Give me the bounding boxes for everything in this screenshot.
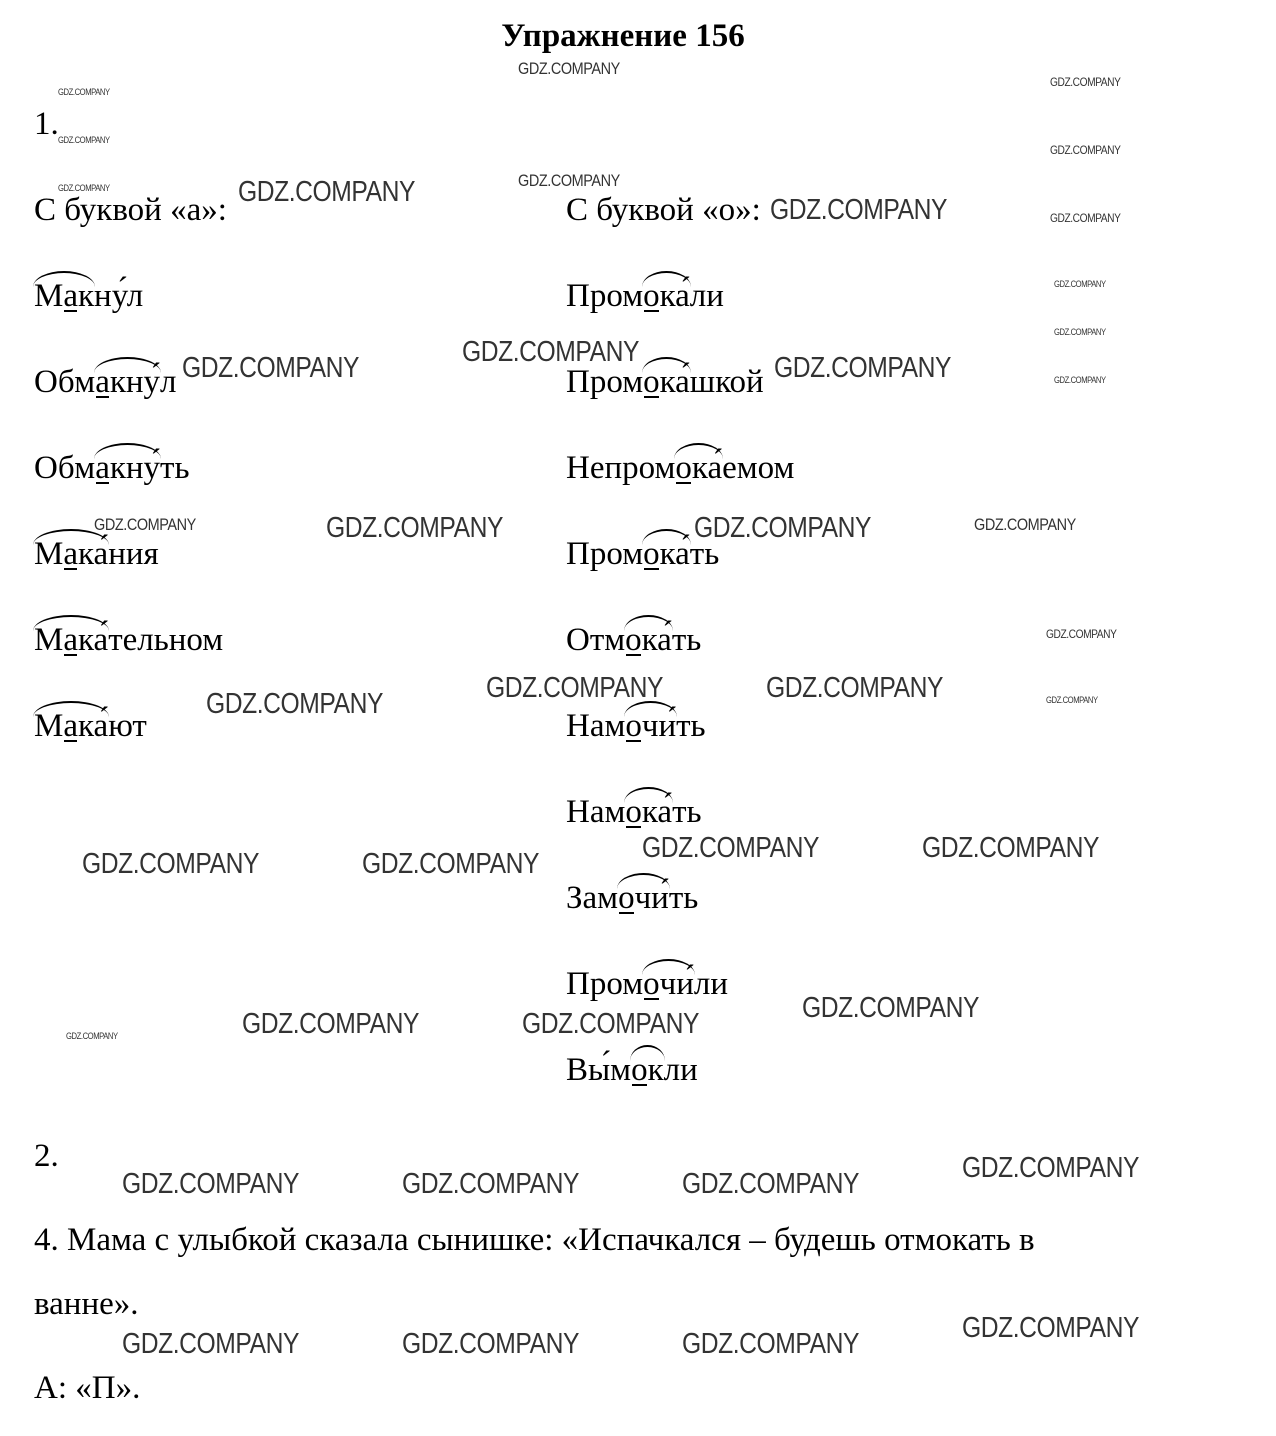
checked-vowel: о: [625, 794, 642, 830]
checked-vowel: о: [625, 622, 642, 658]
watermark-text: GDZ.COMPANY: [58, 87, 110, 97]
word-root: Мака́: [34, 708, 109, 744]
watermark-text: GDZ.COMPANY: [774, 352, 952, 384]
word-root: ок: [631, 1052, 664, 1088]
sentence-line-2: ванне».: [34, 1286, 139, 1322]
word-root: ока́: [675, 450, 723, 486]
watermark-text: GDZ.COMPANY: [770, 194, 948, 226]
watermark-text: GDZ.COMPANY: [182, 352, 360, 384]
word-root: очи́: [618, 880, 669, 916]
word-a-5: Мака́тельном: [34, 622, 224, 658]
word-a-6: Мака́ют: [34, 708, 147, 744]
checked-vowel: а: [63, 278, 78, 314]
watermark-text: GDZ.COMPANY: [402, 1168, 580, 1200]
word-root: ока́: [625, 622, 672, 658]
word-o-2: Промока́шкой: [566, 364, 764, 400]
watermark-text: GDZ.COMPANY: [518, 171, 620, 190]
watermark-text: GDZ.COMPANY: [682, 1168, 860, 1200]
watermark-text: GDZ.COMPANY: [1046, 695, 1098, 705]
word-a-1: Макну́л: [34, 278, 144, 314]
word-root: очи́: [625, 708, 677, 744]
watermark-text: GDZ.COMPANY: [1046, 627, 1117, 641]
watermark-text: GDZ.COMPANY: [122, 1168, 300, 1200]
watermark-text: GDZ.COMPANY: [522, 1008, 700, 1040]
watermark-text: GDZ.COMPANY: [486, 672, 664, 704]
answer-line: А: «П».: [34, 1370, 141, 1406]
word-root: очи́: [643, 966, 694, 1002]
watermark-text: GDZ.COMPANY: [402, 1328, 580, 1360]
checked-vowel: о: [625, 708, 642, 744]
page-title: Упражнение 156: [501, 18, 745, 54]
word-o-3: Непромока́емом: [566, 450, 795, 486]
word-root: Мак: [34, 278, 95, 314]
word-o-8: Замочи́ть: [566, 880, 699, 916]
checked-vowel: о: [643, 966, 660, 1002]
watermark-text: GDZ.COMPANY: [962, 1152, 1140, 1184]
word-o-6: Намочи́ть: [566, 708, 706, 744]
word-a-3: Обмакну́ть: [34, 450, 190, 486]
watermark-text: GDZ.COMPANY: [238, 176, 416, 208]
checked-vowel: а: [95, 450, 110, 486]
word-o-7: Намока́ть: [566, 794, 702, 830]
watermark-text: GDZ.COMPANY: [1050, 75, 1121, 89]
word-o-1: Промока́ли: [566, 278, 724, 314]
watermark-text: GDZ.COMPANY: [82, 848, 260, 880]
watermark-text: GDZ.COMPANY: [94, 515, 196, 534]
word-root: ока́: [643, 278, 690, 314]
watermark-text: GDZ.COMPANY: [1050, 143, 1121, 157]
checked-vowel: а: [63, 622, 78, 658]
checked-vowel: о: [631, 1052, 648, 1088]
checked-vowel: о: [643, 536, 660, 572]
watermark-text: GDZ.COMPANY: [66, 1031, 118, 1041]
watermark-text: GDZ.COMPANY: [1054, 327, 1106, 337]
watermark-text: GDZ.COMPANY: [1054, 375, 1106, 385]
word-o-4: Промока́ть: [566, 536, 720, 572]
word-root: ока́: [625, 794, 673, 830]
watermark-text: GDZ.COMPANY: [802, 992, 980, 1024]
checked-vowel: о: [618, 880, 635, 916]
watermark-text: GDZ.COMPANY: [58, 183, 110, 193]
sentence-line-1: 4. Мама с улыбкой сказала сынишке: «Испачкался – будешь отмокать в: [34, 1222, 1035, 1258]
watermark-text: GDZ.COMPANY: [694, 512, 872, 544]
watermark-text: GDZ.COMPANY: [462, 336, 640, 368]
checked-vowel: а: [63, 536, 78, 572]
checked-vowel: о: [643, 364, 660, 400]
column-o-header: С буквой «о»:: [566, 192, 761, 228]
word-o-9: Промочи́ли: [566, 966, 728, 1002]
watermark-text: GDZ.COMPANY: [326, 512, 504, 544]
checked-vowel: а: [95, 364, 110, 400]
watermark-text: GDZ.COMPANY: [362, 848, 540, 880]
checked-vowel: о: [643, 278, 660, 314]
watermark-text: GDZ.COMPANY: [242, 1008, 420, 1040]
watermark-text: GDZ.COMPANY: [922, 832, 1100, 864]
word-a-4: Мака́ния: [34, 536, 159, 572]
watermark-text: GDZ.COMPANY: [682, 1328, 860, 1360]
watermark-text: GDZ.COMPANY: [974, 515, 1076, 534]
section-2-number: 2.: [34, 1138, 59, 1174]
word-root: Мака́: [34, 536, 109, 572]
watermark-text: GDZ.COMPANY: [122, 1328, 300, 1360]
watermark-text: GDZ.COMPANY: [766, 672, 944, 704]
column-a-header: С буквой «а»:: [34, 192, 227, 228]
word-o-5: Отмока́ть: [566, 622, 702, 658]
checked-vowel: а: [63, 708, 78, 744]
word-root: ока́: [643, 364, 690, 400]
watermark-text: GDZ.COMPANY: [1054, 279, 1106, 289]
word-root: Мака́: [34, 622, 109, 658]
watermark-text: GDZ.COMPANY: [1050, 211, 1121, 225]
word-root: акну́: [95, 364, 161, 400]
word-o-10: Вы́мокли: [566, 1052, 698, 1088]
word-root: акну́: [95, 450, 161, 486]
watermark-text: GDZ.COMPANY: [642, 832, 820, 864]
watermark-text: GDZ.COMPANY: [518, 59, 620, 78]
watermark-text: GDZ.COMPANY: [206, 688, 384, 720]
checked-vowel: о: [675, 450, 692, 486]
watermark-text: GDZ.COMPANY: [962, 1312, 1140, 1344]
word-root: ока́: [643, 536, 690, 572]
word-a-2: Обмакну́л: [34, 364, 177, 400]
section-1-number: 1.: [34, 106, 59, 142]
watermark-text: GDZ.COMPANY: [58, 135, 110, 145]
